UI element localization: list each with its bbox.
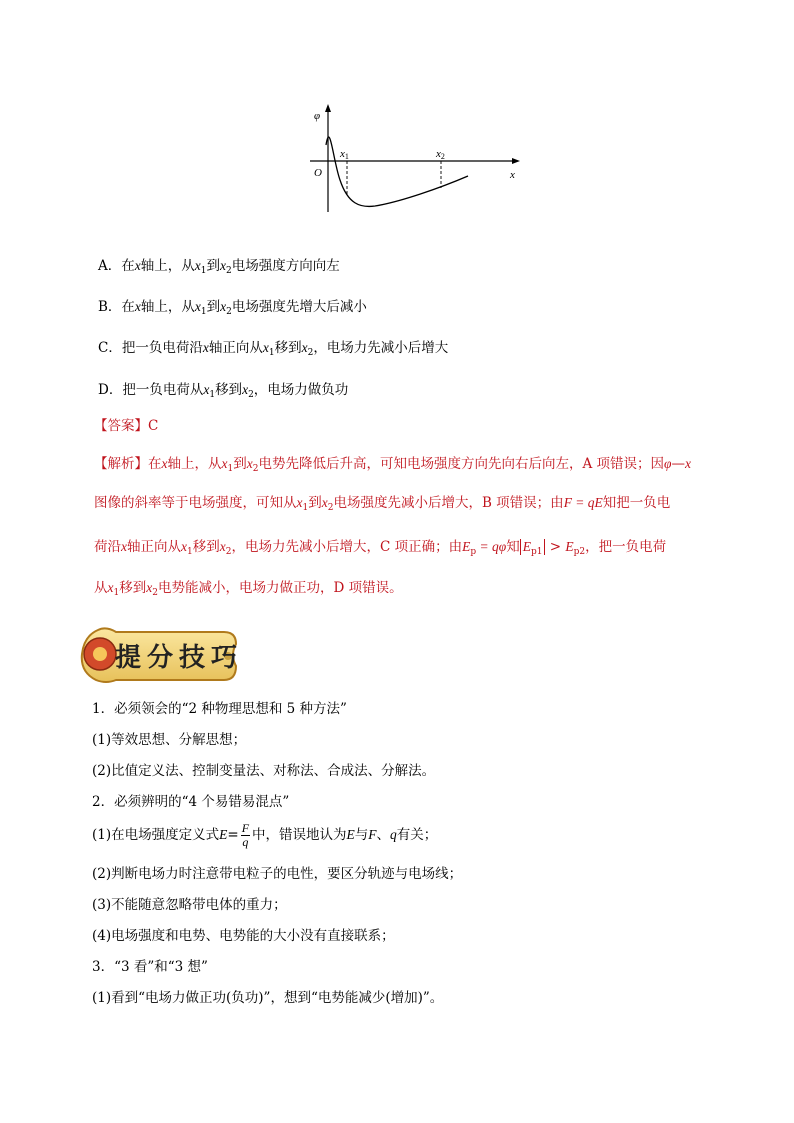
tip-heading-3: 3．“3 看”和“3 想”: [92, 959, 208, 975]
analysis-line-4: 从$x_1$移到$x_2$电势能减小，电场力做正功，D 项错误。: [94, 580, 403, 598]
analysis-line-3: 荷沿x轴正向从$x_1$移到$x_2$，电场力先减小后增大，C 项正确；由$E_p = q\varphi$知 $E_{p1} > E_{p2}$，把一负电荷: [94, 539, 667, 557]
potential-graph: [300, 100, 530, 220]
option-d: D．把一负电荷从$x_1$移到$x_2$，电场力做负功: [98, 382, 349, 400]
tips-badge-title: 提分技巧: [115, 643, 244, 673]
analysis-line-2: 图像的斜率等于电场强度，可知从$x_1$到$x_2$电场强度先减小后增大，B 项错误；由F = qE知把一负电: [94, 495, 671, 513]
x-axis-arrow: [512, 158, 520, 164]
answer-label: 【答案】: [94, 418, 148, 434]
x2-label: x2: [436, 148, 445, 161]
analysis-line-1: 【解析】在x轴上，从$x_1$到$x_2$电势先降低后升高，可知电场强度方向先向右后向左，A 项错误；因φ—x: [94, 456, 691, 474]
tip-item-1: (1)等效思想、分解思想；: [92, 732, 247, 748]
option-c: C．把一负电荷沿x轴正向从$x_1$移到$x_2$，电场力先减小后增大: [98, 340, 449, 358]
tip-item-6: (4)电场强度和电势、电势能的大小没有直接联系；: [92, 928, 395, 944]
tip-item-4: (2)判断电场力时注意带电粒子的电性，要区分轨迹与电场线；: [92, 866, 463, 882]
option-b: B．在x轴上，从$x_1$到$x_2$电场强度先增大后减小: [98, 299, 367, 317]
tip-item-3: (1)在电场强度定义式E= $\frac{F}{q}$ 中，错误地认为E与F、q有关；: [92, 821, 438, 849]
tip-item-2: (2)比值定义法、控制变量法、对称法、合成法、分解法。: [92, 763, 436, 779]
x-axis-label: x: [510, 169, 515, 181]
y-axis-label: φ: [314, 110, 321, 122]
origin-label: O: [314, 167, 322, 179]
tip-heading-1: 1．必须领会的“2 种物理思想和 5 种方法”: [92, 701, 347, 717]
fraction-F-over-q: $\frac{F}{q}$: [241, 821, 250, 849]
option-a: A．在x轴上，从$x_1$到$x_2$电场强度方向向左: [98, 258, 340, 276]
answer-value: C: [148, 418, 159, 434]
x1-label: x1: [340, 148, 349, 161]
tip-item-7: (1)看到“电场力做正功(负功)”，想到“电势能减少(增加)”。: [92, 990, 444, 1006]
analysis-label: 【解析】: [94, 456, 148, 472]
tip-heading-2: 2．必须辨明的“4 个易错易混点”: [92, 794, 290, 810]
answer-line: [94, 414, 158, 434]
y-axis-arrow: [325, 104, 331, 112]
badge-flower-center: [93, 647, 107, 661]
tip-item-5: (3)不能随意忽略带电体的重力；: [92, 897, 287, 913]
